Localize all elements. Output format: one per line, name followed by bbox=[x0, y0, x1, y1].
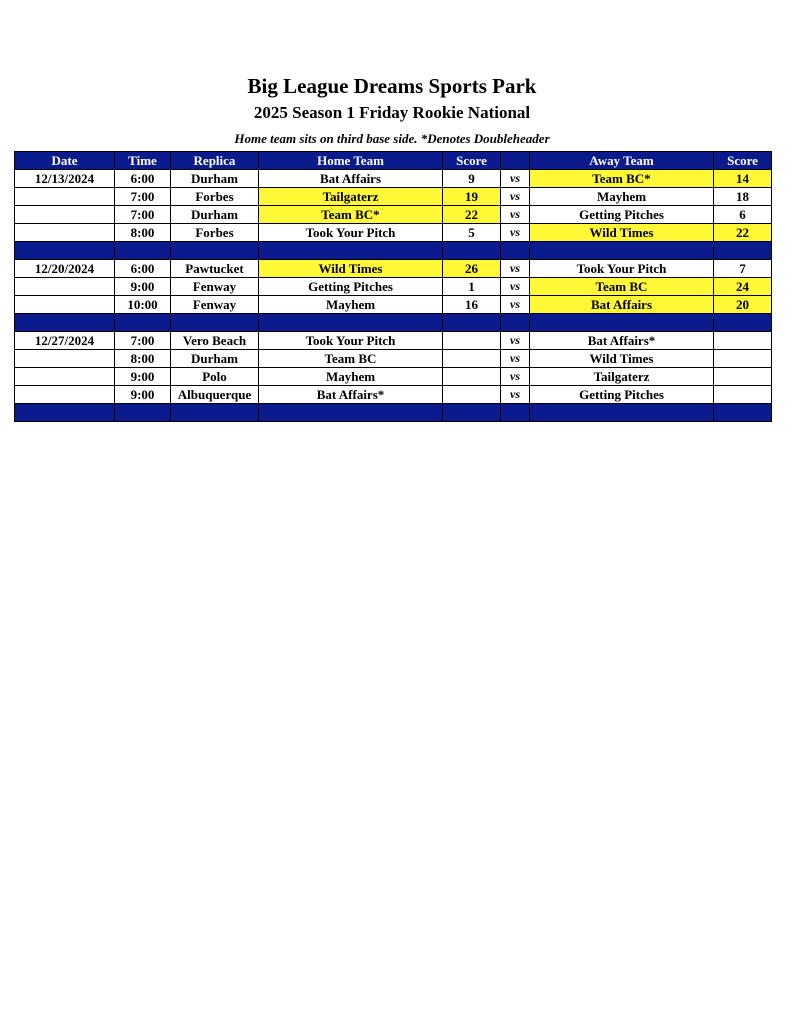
home-team-cell: Took Your Pitch bbox=[259, 332, 443, 350]
away-score-cell: 24 bbox=[714, 278, 772, 296]
game-row bbox=[15, 278, 772, 296]
separator-cell bbox=[259, 314, 443, 332]
home-team-cell: Bat Affairs* bbox=[259, 386, 443, 404]
separator-cell bbox=[15, 314, 115, 332]
replica-cell: Forbes bbox=[171, 188, 259, 206]
replica-cell: Pawtucket bbox=[171, 260, 259, 278]
separator-cell bbox=[259, 404, 443, 422]
home-score-cell bbox=[443, 350, 501, 368]
game-row bbox=[15, 224, 772, 242]
col-header-time: Time bbox=[115, 152, 171, 170]
away-score-cell bbox=[714, 350, 772, 368]
date-cell bbox=[15, 368, 115, 386]
home-score-cell bbox=[443, 386, 501, 404]
game-row bbox=[15, 206, 772, 224]
doubleheader-note: Home team sits on third base side. *Denotes Doubleheader bbox=[234, 131, 550, 146]
separator-cell bbox=[501, 242, 530, 260]
home-score-cell: 19 bbox=[443, 188, 501, 206]
col-header-home-score: Score bbox=[443, 152, 501, 170]
time-cell: 6:00 bbox=[115, 170, 171, 188]
page-title: Big League Dreams Sports Park bbox=[247, 74, 537, 98]
vs-cell: vs bbox=[501, 368, 530, 386]
away-score-cell: 7 bbox=[714, 260, 772, 278]
home-team-cell: Mayhem bbox=[259, 368, 443, 386]
replica-cell: Durham bbox=[171, 350, 259, 368]
game-row bbox=[15, 350, 772, 368]
separator-cell bbox=[530, 404, 714, 422]
home-score-cell: 1 bbox=[443, 278, 501, 296]
col-header-replica: Replica bbox=[171, 152, 259, 170]
date-cell bbox=[15, 188, 115, 206]
separator-cell bbox=[714, 404, 772, 422]
separator-cell bbox=[714, 314, 772, 332]
away-score-cell bbox=[714, 368, 772, 386]
home-score-cell: 5 bbox=[443, 224, 501, 242]
date-cell: 12/13/2024 bbox=[15, 170, 115, 188]
separator-cell bbox=[15, 242, 115, 260]
page-subtitle: 2025 Season 1 Friday Rookie National bbox=[253, 103, 531, 122]
home-score-cell: 22 bbox=[443, 206, 501, 224]
away-score-cell: 20 bbox=[714, 296, 772, 314]
separator-cell bbox=[115, 314, 171, 332]
home-score-cell: 16 bbox=[443, 296, 501, 314]
replica-cell: Durham bbox=[171, 206, 259, 224]
separator-cell bbox=[115, 242, 171, 260]
col-header-home-team: Home Team bbox=[259, 152, 443, 170]
game-row bbox=[15, 296, 772, 314]
away-team-cell: Tailgaterz bbox=[530, 368, 714, 386]
away-team-cell: Bat Affairs bbox=[530, 296, 714, 314]
week-separator-row bbox=[15, 314, 772, 332]
away-score-cell: 14 bbox=[714, 170, 772, 188]
home-score-cell: 26 bbox=[443, 260, 501, 278]
replica-cell: Fenway bbox=[171, 278, 259, 296]
time-cell: 7:00 bbox=[115, 332, 171, 350]
week-separator-row bbox=[15, 242, 772, 260]
separator-cell bbox=[530, 314, 714, 332]
home-score-cell bbox=[443, 368, 501, 386]
home-team-cell: Team BC bbox=[259, 350, 443, 368]
separator-cell bbox=[530, 242, 714, 260]
game-row bbox=[15, 332, 772, 350]
away-score-cell: 6 bbox=[714, 206, 772, 224]
separator-cell bbox=[501, 314, 530, 332]
vs-cell: vs bbox=[501, 224, 530, 242]
schedule-table bbox=[14, 151, 772, 422]
home-team-cell: Team BC* bbox=[259, 206, 443, 224]
date-cell bbox=[15, 296, 115, 314]
away-score-cell: 18 bbox=[714, 188, 772, 206]
col-header-vs bbox=[501, 152, 530, 170]
away-team-cell: Bat Affairs* bbox=[530, 332, 714, 350]
time-cell: 8:00 bbox=[115, 224, 171, 242]
separator-cell bbox=[15, 404, 115, 422]
separator-cell bbox=[501, 404, 530, 422]
separator-cell bbox=[443, 404, 501, 422]
vs-cell: vs bbox=[501, 206, 530, 224]
separator-cell bbox=[259, 242, 443, 260]
header-row bbox=[15, 152, 772, 170]
vs-cell: vs bbox=[501, 170, 530, 188]
vs-cell: vs bbox=[501, 332, 530, 350]
replica-cell: Durham bbox=[171, 170, 259, 188]
away-score-cell: 22 bbox=[714, 224, 772, 242]
replica-cell: Albuquerque bbox=[171, 386, 259, 404]
home-team-cell: Took Your Pitch bbox=[259, 224, 443, 242]
away-team-cell: Mayhem bbox=[530, 188, 714, 206]
separator-cell bbox=[171, 314, 259, 332]
separator-cell bbox=[443, 242, 501, 260]
vs-cell: vs bbox=[501, 260, 530, 278]
away-team-cell: Team BC* bbox=[530, 170, 714, 188]
date-cell bbox=[15, 350, 115, 368]
separator-cell bbox=[115, 404, 171, 422]
schedule-body bbox=[15, 170, 772, 422]
time-cell: 6:00 bbox=[115, 260, 171, 278]
away-team-cell: Wild Times bbox=[530, 224, 714, 242]
home-team-cell: Wild Times bbox=[259, 260, 443, 278]
time-cell: 8:00 bbox=[115, 350, 171, 368]
date-cell: 12/20/2024 bbox=[15, 260, 115, 278]
time-cell: 7:00 bbox=[115, 206, 171, 224]
replica-cell: Vero Beach bbox=[171, 332, 259, 350]
vs-cell: vs bbox=[501, 296, 530, 314]
col-header-away-score: Score bbox=[714, 152, 772, 170]
away-team-cell: Wild Times bbox=[530, 350, 714, 368]
home-team-cell: Tailgaterz bbox=[259, 188, 443, 206]
home-team-cell: Bat Affairs bbox=[259, 170, 443, 188]
game-row bbox=[15, 368, 772, 386]
date-cell bbox=[15, 224, 115, 242]
separator-cell bbox=[443, 314, 501, 332]
game-row bbox=[15, 260, 772, 278]
date-cell bbox=[15, 278, 115, 296]
away-score-cell bbox=[714, 386, 772, 404]
away-score-cell bbox=[714, 332, 772, 350]
vs-cell: vs bbox=[501, 350, 530, 368]
game-row bbox=[15, 170, 772, 188]
date-cell: 12/27/2024 bbox=[15, 332, 115, 350]
date-cell bbox=[15, 206, 115, 224]
home-score-cell: 9 bbox=[443, 170, 501, 188]
time-cell: 10:00 bbox=[115, 296, 171, 314]
time-cell: 9:00 bbox=[115, 386, 171, 404]
away-team-cell: Team BC bbox=[530, 278, 714, 296]
separator-cell bbox=[714, 242, 772, 260]
time-cell: 9:00 bbox=[115, 368, 171, 386]
replica-cell: Fenway bbox=[171, 296, 259, 314]
away-team-cell: Took Your Pitch bbox=[530, 260, 714, 278]
vs-cell: vs bbox=[501, 188, 530, 206]
separator-cell bbox=[171, 242, 259, 260]
time-cell: 7:00 bbox=[115, 188, 171, 206]
game-row bbox=[15, 386, 772, 404]
home-team-cell: Mayhem bbox=[259, 296, 443, 314]
home-team-cell: Getting Pitches bbox=[259, 278, 443, 296]
replica-cell: Polo bbox=[171, 368, 259, 386]
home-score-cell bbox=[443, 332, 501, 350]
vs-cell: vs bbox=[501, 278, 530, 296]
time-cell: 9:00 bbox=[115, 278, 171, 296]
col-header-away-team: Away Team bbox=[530, 152, 714, 170]
col-header-date: Date bbox=[15, 152, 115, 170]
separator-cell bbox=[171, 404, 259, 422]
vs-cell: vs bbox=[501, 386, 530, 404]
date-cell bbox=[15, 386, 115, 404]
week-separator-row bbox=[15, 404, 772, 422]
replica-cell: Forbes bbox=[171, 224, 259, 242]
away-team-cell: Getting Pitches bbox=[530, 206, 714, 224]
away-team-cell: Getting Pitches bbox=[530, 386, 714, 404]
game-row bbox=[15, 188, 772, 206]
